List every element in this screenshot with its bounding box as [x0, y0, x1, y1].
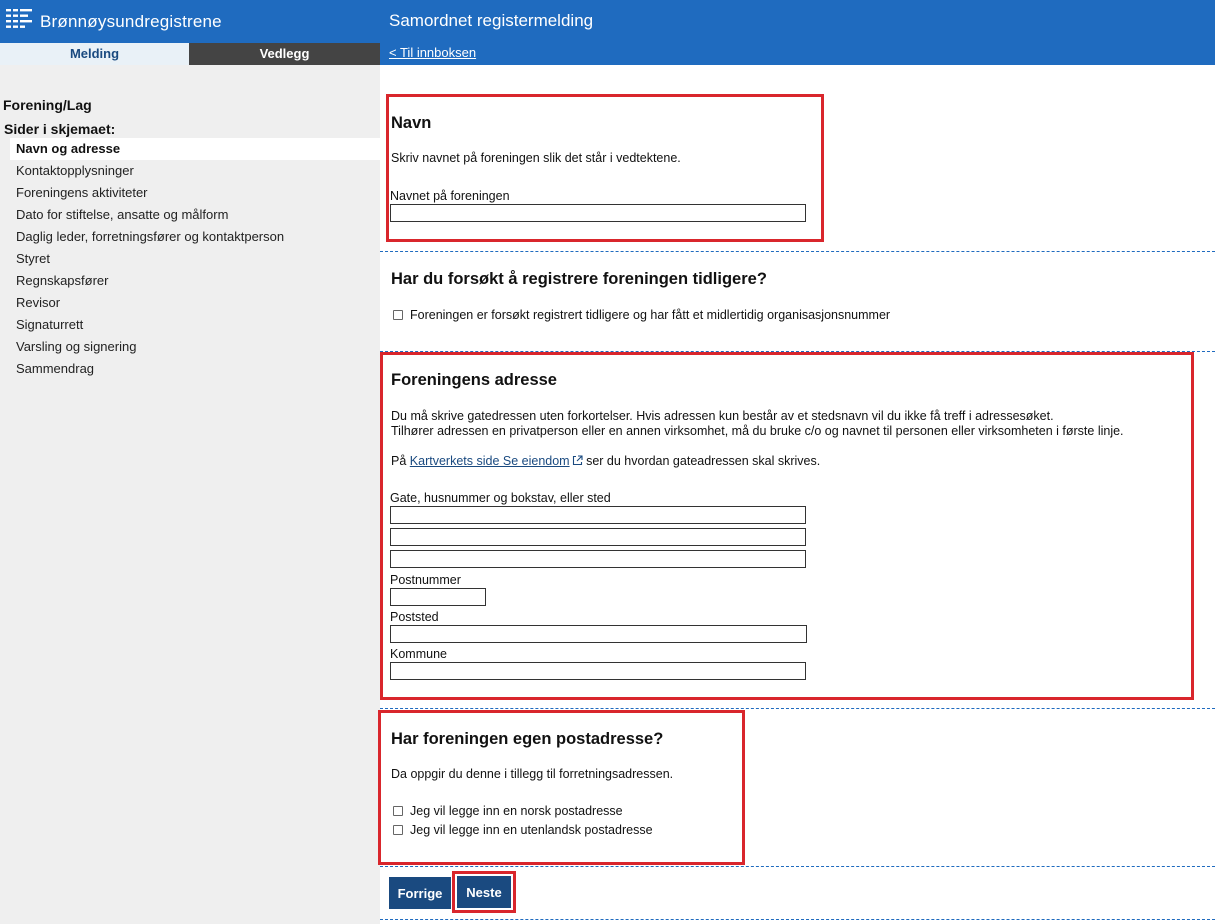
postnummer-label: Postnummer — [390, 573, 461, 587]
nav-item-styret[interactable]: Styret — [16, 251, 50, 266]
form-type-title: Forening/Lag — [3, 97, 92, 113]
name-description: Skriv navnet på foreningen slik det står i vedtektene. — [391, 151, 681, 165]
nav-item-signaturrett[interactable]: Signaturrett — [16, 317, 84, 332]
section-heading-navn: Navn — [391, 114, 432, 132]
section-heading-prior: Har du forsøkt å registrere foreningen tidligere? — [391, 270, 767, 288]
nav-item-sammendrag[interactable]: Sammendrag — [16, 361, 95, 376]
street-line1-input[interactable] — [390, 506, 806, 524]
kartverket-paragraph — [391, 454, 820, 470]
tab-melding[interactable]: Melding — [0, 43, 189, 65]
prior-registration-label: Foreningen er forsøkt registrert tidligere og har fått et midlertidig organisasjonsnummer — [410, 308, 891, 322]
tab-bar — [0, 43, 380, 65]
poststed-input[interactable] — [390, 625, 807, 643]
section-heading-postadresse: Har foreningen egen postadresse? — [391, 730, 664, 748]
norsk-postadresse-label: Jeg vil legge inn en norsk postadresse — [410, 804, 623, 818]
address-instructions-line2: Tilhører adressen en privatperson eller en annen virksomhet, må du bruke c/o og navnet til personen eller virksomheten i første linje. — [391, 424, 1124, 438]
sidebar — [0, 65, 380, 924]
kartverket-link-text[interactable]: Kartverkets side Se eiendom — [409, 454, 570, 468]
kartverket-suffix: ser du hvordan gateadressen skal skrives. — [586, 454, 821, 468]
tab-vedlegg[interactable]: Vedlegg — [189, 43, 380, 65]
nav-item-varsling[interactable]: Varsling og signering — [16, 339, 137, 354]
norsk-postadresse-row[interactable] — [393, 804, 623, 818]
brreg-logo-icon — [6, 8, 34, 30]
kommune-label: Kommune — [390, 647, 447, 661]
prior-registration-checkbox[interactable] — [393, 310, 403, 320]
utenlandsk-postadresse-label: Jeg vil legge inn en utenlandsk postadresse — [410, 823, 653, 837]
nav-item-regnskapsforer[interactable]: Regnskapsfører — [16, 273, 109, 288]
nav-item-dato-stiftelse[interactable]: Dato for stiftelse, ansatte og målform — [16, 207, 229, 222]
highlight-box-address — [380, 352, 1194, 700]
nav-item-kontaktopplysninger[interactable]: Kontaktopplysninger — [16, 163, 134, 178]
next-button[interactable]: Neste — [457, 876, 511, 908]
street-label: Gate, husnummer og bokstav, eller sted — [390, 491, 611, 505]
section-divider — [380, 708, 1215, 709]
brand-area — [0, 0, 380, 43]
nav-item-revisor[interactable]: Revisor — [16, 295, 61, 310]
brand-name: Brønnøysundregistrene — [40, 12, 222, 31]
nav-item-navn-og-adresse[interactable]: Navn og adresse — [10, 138, 380, 160]
norsk-postadresse-checkbox[interactable] — [393, 806, 403, 816]
pages-heading: Sider i skjemaet: — [4, 121, 116, 137]
postnummer-input[interactable] — [390, 588, 486, 606]
association-name-input[interactable] — [390, 204, 806, 222]
app-title: Samordnet registermelding — [389, 11, 594, 30]
section-heading-adresse: Foreningens adresse — [391, 371, 557, 389]
section-divider — [380, 866, 1215, 867]
nav-item-daglig-leder[interactable]: Daglig leder, forretningsfører og kontaktperson — [16, 229, 285, 244]
kommune-input[interactable] — [390, 662, 806, 680]
utenlandsk-postadresse-checkbox[interactable] — [393, 825, 403, 835]
page-nav-list — [10, 138, 380, 380]
nav-item-aktiviteter[interactable]: Foreningens aktiviteter — [16, 185, 148, 200]
previous-button[interactable]: Forrige — [389, 877, 451, 909]
main-content — [380, 65, 1215, 924]
poststed-label: Poststed — [390, 610, 439, 624]
postal-description: Da oppgir du denne i tillegg til forretningsadressen. — [391, 767, 674, 781]
external-link-icon — [572, 455, 583, 466]
street-line2-input[interactable] — [390, 528, 806, 546]
prior-registration-checkbox-row[interactable] — [393, 308, 890, 322]
kartverket-prefix: På — [391, 454, 407, 468]
name-field-label: Navnet på foreningen — [390, 189, 510, 203]
back-to-inbox-link[interactable]: < Til innboksen — [389, 45, 477, 60]
kartverket-link[interactable] — [410, 454, 583, 468]
section-divider — [380, 919, 1215, 920]
section-divider — [380, 251, 1215, 252]
utenlandsk-postadresse-row[interactable] — [393, 823, 653, 837]
street-line3-input[interactable] — [390, 550, 806, 568]
address-instructions-line1: Du må skrive gatedressen uten forkortelser. Hvis adressen kun består av et stedsnavn vil du ikke få treff i adressesøket. — [391, 409, 1054, 423]
